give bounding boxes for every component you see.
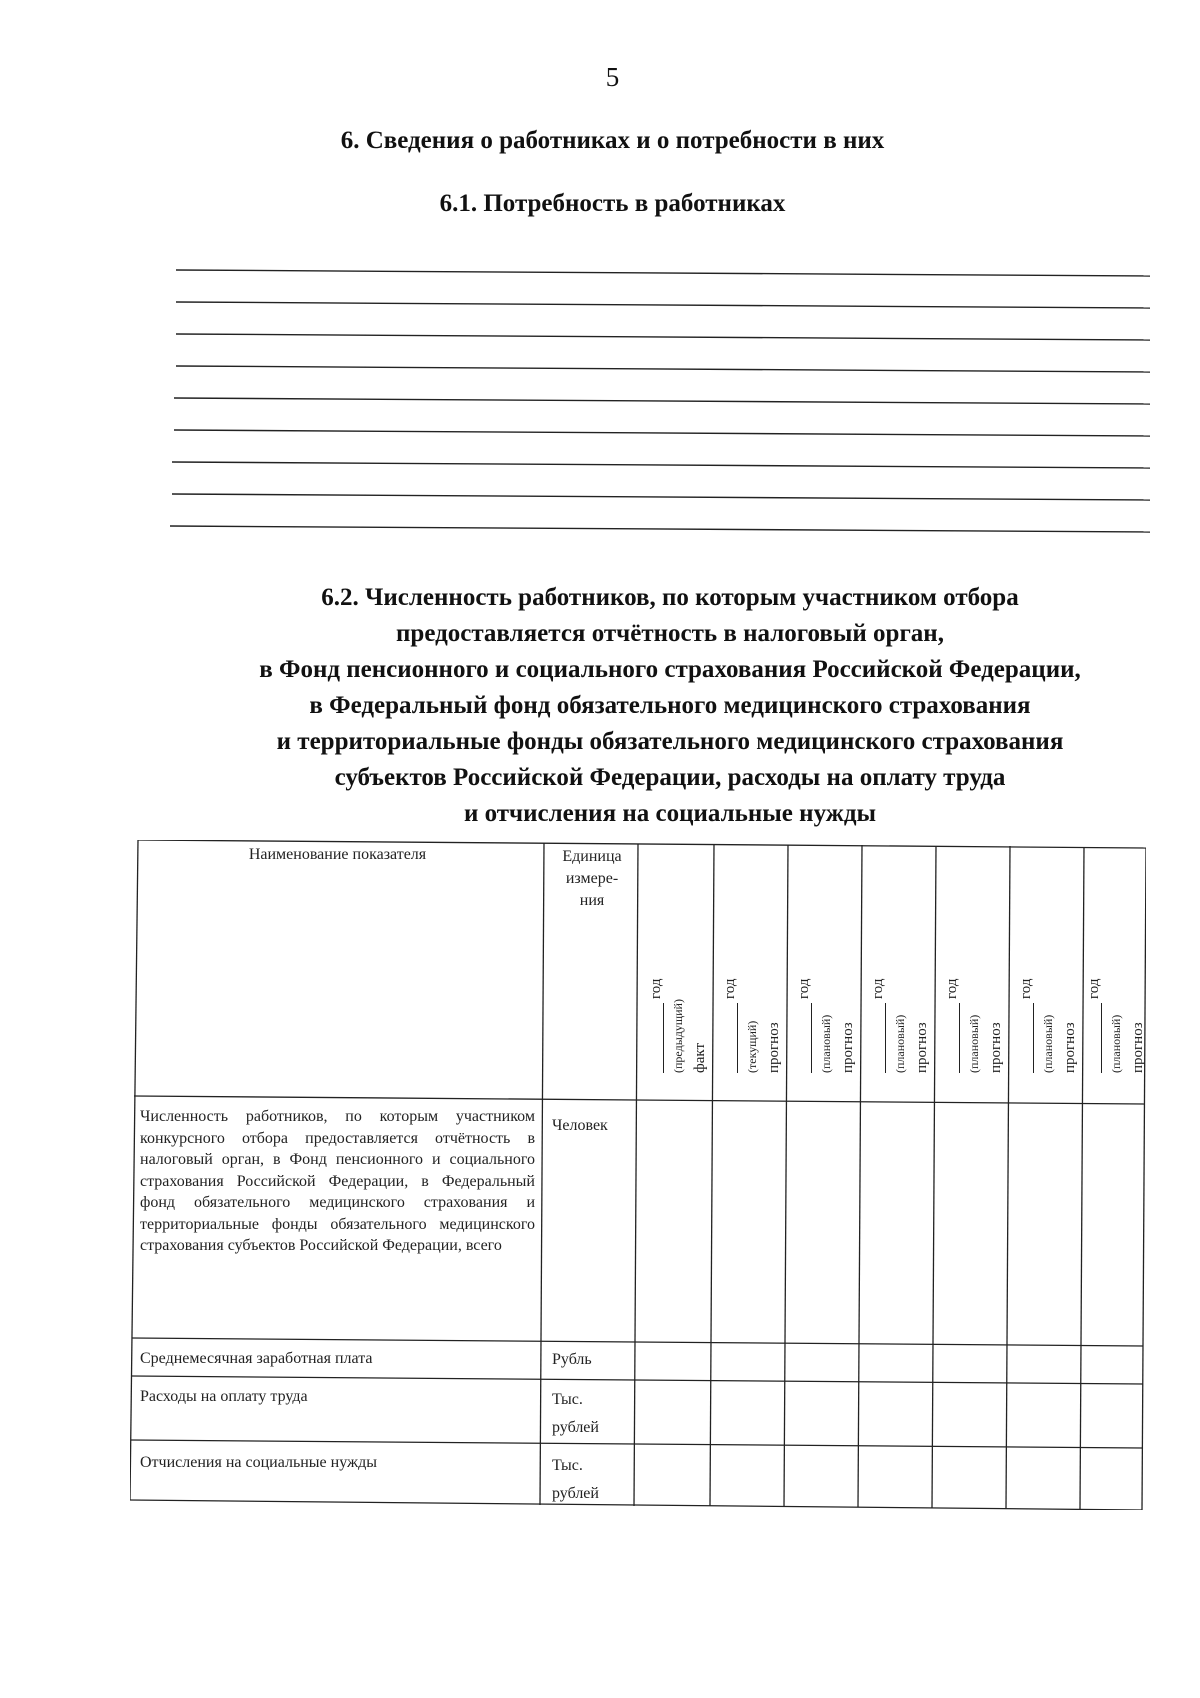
section-6-title: 6. Сведения о работниках и о потребности в них bbox=[340, 127, 885, 154]
title-line: и территориальные фонды обязательного медицинского страхования bbox=[276, 728, 1064, 755]
title-line: в Федеральный фонд обязательного медицинского страхования bbox=[309, 692, 1031, 719]
header-year-column bbox=[1084, 840, 1146, 1095]
workforce-table bbox=[130, 840, 1146, 1510]
header-year-column bbox=[1010, 840, 1084, 1095]
year-word: год bbox=[648, 978, 664, 999]
year-blank bbox=[649, 1003, 664, 1073]
year-sub: (плановый) bbox=[967, 1014, 981, 1073]
year-type: прогноз bbox=[1130, 1022, 1146, 1073]
year-sub: (плановый) bbox=[893, 1014, 907, 1073]
year-type: факт bbox=[692, 1042, 708, 1073]
year-word: год bbox=[1018, 978, 1034, 999]
section-6-1-title: 6.1. Потребность в работниках bbox=[439, 190, 786, 217]
year-type: прогноз bbox=[914, 1022, 930, 1073]
table-row-label: Численность работников, по которым участником конкурсного отбора предоставляется отчётность в налоговый орган, в Фонд пенсионного и социального страхования Российской Федерации, в Федеральный фонд обязательного медицинского страхования и территориальные фонды обязательного медицинского страхования субъектов Российской Федерации, всего bbox=[140, 1108, 535, 1254]
title-line: субъектов Российской Федерации, расходы на оплату труда bbox=[334, 764, 1006, 791]
year-type: прогноз bbox=[766, 1022, 782, 1073]
header-unit-line: ния bbox=[579, 892, 605, 909]
year-blank bbox=[1019, 1003, 1034, 1073]
section-6-2-title bbox=[170, 580, 1170, 832]
table-row-unit: Человек bbox=[552, 1117, 608, 1134]
title-line: 6.2. Численность работников, по которым участником отбора bbox=[321, 584, 1019, 611]
year-sub: (плановый) bbox=[819, 1014, 833, 1073]
table-row-label: Среднемесячная заработная плата bbox=[140, 1350, 373, 1367]
year-word: год bbox=[870, 978, 886, 999]
header-unit bbox=[548, 846, 636, 912]
year-word: год bbox=[722, 978, 738, 999]
year-word: год bbox=[1086, 978, 1102, 999]
year-blank bbox=[797, 1003, 812, 1073]
year-blank bbox=[723, 1003, 738, 1073]
header-indicator-name: Наименование показателя bbox=[248, 846, 427, 863]
header-unit-line: измере- bbox=[565, 870, 619, 887]
blank-fill-lines bbox=[0, 230, 1200, 560]
table-row-unit: Тыс. рублей bbox=[552, 1457, 599, 1502]
year-type: прогноз bbox=[988, 1022, 1004, 1073]
table-row-label: Расходы на оплату труда bbox=[140, 1388, 308, 1405]
year-blank bbox=[945, 1003, 960, 1073]
table-row-unit: Тыс. рублей bbox=[552, 1391, 599, 1436]
header-year-column bbox=[714, 840, 788, 1095]
table-row-unit: Рубль bbox=[552, 1351, 592, 1368]
title-line: в Фонд пенсионного и социального страхования Российской Федерации, bbox=[259, 656, 1081, 683]
header-year-column bbox=[862, 840, 936, 1095]
year-sub: (плановый) bbox=[1109, 1014, 1123, 1073]
title-line: и отчисления на социальные нужды bbox=[463, 800, 877, 827]
header-year-column bbox=[936, 840, 1010, 1095]
year-word: год bbox=[944, 978, 960, 999]
year-sub: (плановый) bbox=[1041, 1014, 1055, 1073]
header-year-column bbox=[788, 840, 862, 1095]
header-unit-line: Единица bbox=[562, 848, 622, 865]
year-sub: (текущий) bbox=[745, 1020, 759, 1073]
page-number: 5 bbox=[605, 62, 620, 92]
year-word: год bbox=[796, 978, 812, 999]
year-type: прогноз bbox=[840, 1022, 856, 1073]
year-blank bbox=[871, 1003, 886, 1073]
year-sub: (предыдущий) bbox=[671, 999, 685, 1073]
table-row-label: Отчисления на социальные нужды bbox=[140, 1454, 377, 1471]
header-year-column bbox=[640, 840, 714, 1095]
title-line: предоставляется отчётность в налоговый орган, bbox=[396, 620, 944, 647]
year-blank bbox=[1087, 1003, 1102, 1073]
year-type: прогноз bbox=[1062, 1022, 1078, 1073]
